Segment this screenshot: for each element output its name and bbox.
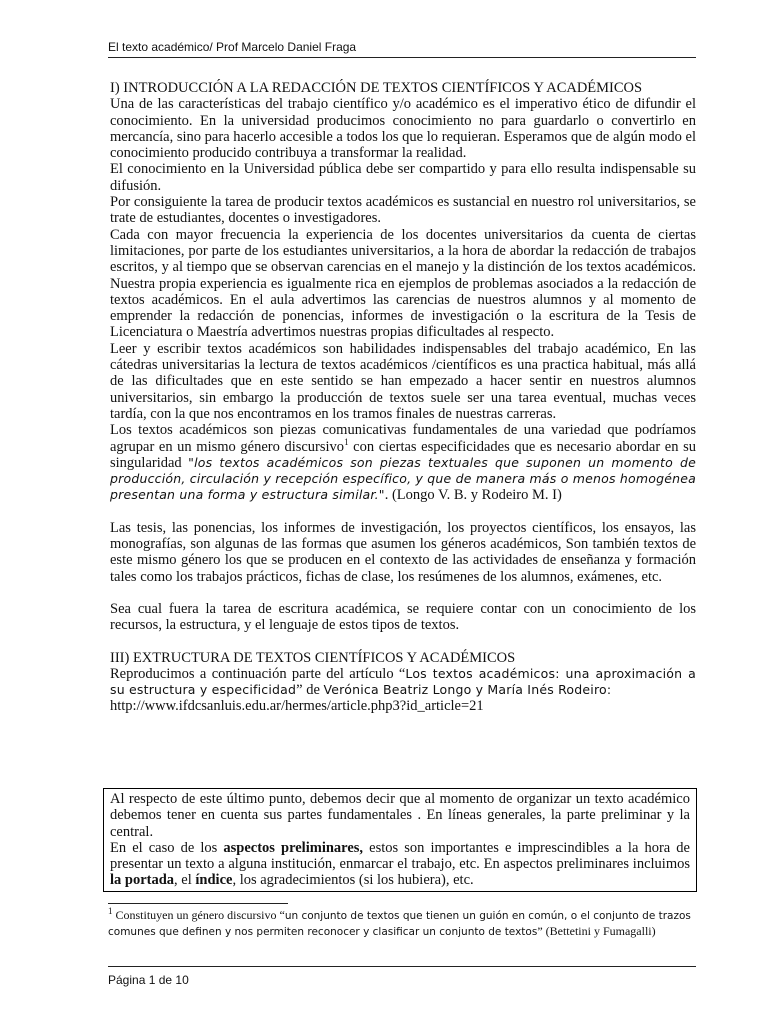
section-1-title: I) INTRODUCCIÓN A LA REDACCIÓN DE TEXTOS CIENTÍFICOS Y ACADÉMICOS — [110, 80, 643, 96]
quotation: "los textos académicos son piezas textuales que suponen un momento de producción, circulación y recepción específico, y que de manera más o menos homogénea presentan una forma y estructura similar." — [110, 454, 696, 503]
text: Los textos académicos son piezas comunicativas fundamentales de una variedad que podríamos agrupar en un mismo género discursivo — [110, 422, 696, 455]
bold-term: aspectos preliminares, — [223, 839, 364, 856]
text: con ciertas especificidades que es necesario abordar en su singularidad — [110, 438, 696, 471]
footnote-divider — [108, 903, 288, 904]
footnote-ref[interactable]: 1 — [344, 436, 349, 447]
page-number: Página 1 de 10 — [108, 973, 189, 987]
text: ” de — [296, 682, 324, 699]
authors: Verónica Beatriz Longo y María Inés Rodeiro: — [323, 682, 612, 698]
box-paragraph: Al respecto de este último punto, debemos decir que al momento de organizar un texto académico debemos tener en cuenta sus partes fundamentales . En líneas generales, la parte preliminar y la central. — [110, 791, 690, 840]
paragraph: Cada con mayor frecuencia la experiencia de los docentes universitarios da cuenta de ciertas limitaciones, por parte de los estudiantes universitarios, a la hora de abordar la redacción de trabajos escritos, y al tiempo que se observan carencias en el manejo y la distinción de los textos académicos. Nuestra propia experiencia es igualmente rica en ejemplos de problemas asociados a la redacción de textos académicos. En el aula advertimos las carencias de nuestros alumnos y al momento de emprender la redacción de ponencias, informes de investigación o la escritura de la Tesis de Licenciatura o Maestría advertimos nuestras propias dificultades al respecto. — [110, 226, 696, 341]
article-url[interactable]: http://www.ifdcsanluis.edu.ar/hermes/article.php3?id_article=21 — [110, 698, 484, 715]
article-title: Los textos académicos: una aproximación a su estructura y especificidad — [110, 665, 696, 698]
paragraph: Las tesis, las ponencias, los informes de investigación, los proyectos científicos, los ensayos, las monografías, son algunas de las formas que asumen los géneros académicos, Son también textos de este mismo género los que se producen en el contexto de las actividades de enseñanza y formación tales como los trabajos prácticos, fichas de clase, los resúmenes de los alumnos, exámenes, etc. — [110, 519, 696, 585]
paragraph: Sea cual fuera la tarea de escritura académica, se requiere contar con un conocimiento de los recursos, la estructura, y el lenguaje de estos tipos de textos. — [110, 600, 696, 634]
footer-divider — [108, 966, 696, 967]
text: En el caso de los — [110, 839, 224, 856]
text: ” (Bettetini y Fumagalli) — [537, 924, 656, 938]
bold-term: índice — [195, 872, 233, 889]
text: , el — [174, 872, 196, 889]
footnote-marker: 1 — [108, 906, 113, 916]
bold-term: la portada — [110, 872, 175, 889]
text: Reproducimos a continuación parte del artículo “ — [110, 665, 406, 682]
quoted-box — [103, 788, 697, 892]
section-3-title: III) EXTRUCTURA DE TEXTOS CIENTÍFICOS Y ACADÉMICOS — [110, 649, 516, 666]
footnote — [108, 908, 698, 940]
text: estos son importantes e imprescindibles a la hora de presentar un texto a alguna institución, enmarcar el trabajo, etc. En aspectos preliminares incluimos — [110, 839, 690, 873]
paragraph: Leer y escribir textos académicos son habilidades indispensables del trabajo académico, En las cátedras universitarias la lectura de textos académicos /científicos es una practica habitual, más allá de las dificultades que en este sentido se han empezado a hacer sentir en nuestros alumnos universitarios, sin embargo la producción de textos suele ser una tarea eventual, muchas veces tardía, con la que nos encontramos en los tramos finales de nuestras carreras. — [110, 340, 696, 422]
text: , los agradecimientos (si los hubiera), etc. — [232, 872, 474, 889]
page-body — [110, 80, 696, 715]
spacer — [110, 504, 696, 520]
paragraph-reference — [110, 666, 696, 699]
spacer — [110, 634, 696, 650]
paragraph: Por consiguiente la tarea de producir textos académicos es sustancial en nuestro rol universitarios, se trate de estudiantes, docentes o investigadores. — [110, 194, 696, 227]
spacer — [110, 585, 696, 601]
box-paragraph — [110, 840, 690, 889]
footnote-quote: un conjunto de textos que tienen un guión en común, o el conjunto de trazos comunes que definen y nos permiten reconocer y clasificar un conjunto de textos — [108, 910, 691, 938]
running-header: El texto académico/ Prof Marcelo Daniel Fraga — [108, 40, 357, 54]
paragraph: El conocimiento en la Universidad pública debe ser compartido y para ello resulta indispensable su difusión. — [110, 161, 696, 194]
paragraph-with-quote — [110, 422, 696, 503]
paragraph: Una de las características del trabajo científico y/o académico es el imperativo ético de difundir el conocimiento. En la universidad producimos conocimiento no para guardarlo o convertirlo en mercancía, sino para hacerlo accesible a todos los que lo requieran. Esperamos que de algún modo el conocimiento producido contribuya a transformar la realidad. — [110, 96, 696, 162]
citation: . (Longo V. B. y Rodeiro M. I) — [384, 487, 562, 504]
text: Constituyen un género discursivo “ — [112, 908, 285, 922]
header-divider — [108, 57, 696, 58]
